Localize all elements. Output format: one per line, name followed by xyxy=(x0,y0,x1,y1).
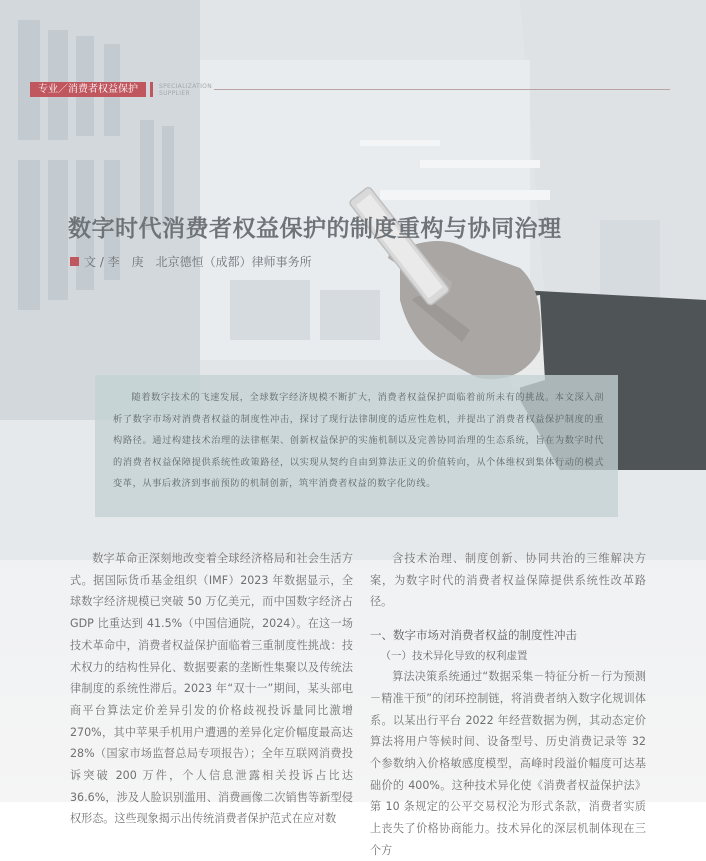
body-paragraph: 数字革命正深刻地改变着全球经济格局和社会生活方式。据国际货币基金组织（IMF）2023 年数据显示，全球数字经济规模已突破 50 万亿美元，而中国数字经济占 GDP 比重达到 41.5%（中国信通院，2024）。在这一场技术革命中，消费者权益保护面临着三重制度性挑战：技术权力的结构性异化、数据要素的垄断性集聚以及传统法律制度的系统性滞后。2023 年“双十一”期间，某头部电商平台算法定价差异引发的价格歧视投诉量同比激增 270%，其中苹果手机用户遭遇的差异化定价幅度最高达 28%（国家市场监督总局专项报告）；全年互联网消费投诉突破 200 万件，个人信息泄露相关投诉占比达 36.6%，涉及人脸识别滥用、消费画像二次销售等新型侵权形态。这些现象揭示出传统消费者保护范式在应对数 xyxy=(70,552,353,826)
section-mark xyxy=(150,82,153,97)
body-paragraph: 算法决策系统通过“数据采集－特征分析－行为预测－精准干预”的闭环控制链，将消费者纳入数字化规训体系。以某出行平台 2022 年经营数据为例，其动态定价算法将用户等候时间、设备型号、历史消费记录等 32 个参数纳入价格敏感度模型，高峰时段溢价幅度可达基础价的 400%。这种技术异化使《消费者权益保护法》第 10 条规定的公平交易权沦为形式条款，消费者实质上丧失了价格协商能力。技术异化的深层机制体现在三个方 xyxy=(370,670,646,857)
section-heading: 一、数字市场对消费者权益的制度性冲击 xyxy=(370,628,577,643)
abstract-box xyxy=(95,375,618,517)
byline-text: 文 / 李 庚 北京德恒（成都）律师事务所 xyxy=(84,255,312,269)
subsection-heading: （一）技术异化导致的权利虚置 xyxy=(380,650,528,663)
body-column-left xyxy=(70,548,353,830)
section-rule xyxy=(214,89,670,90)
section-tag xyxy=(30,82,219,97)
article-title: 数字时代消费者权益保护的制度重构与协同治理 xyxy=(68,216,562,242)
body-column-right xyxy=(370,548,646,861)
section-label: 专业／消费者权益保护 xyxy=(30,82,146,97)
section-label-en: SPECIALIZATION SUPPLIER xyxy=(159,82,212,97)
abstract-text: 随着数字技术的飞速发展，全球数字经济规模不断扩大，消费者权益保护面临着前所未有的挑战。本文深入剖析了数字市场对消费者权益的制度性冲击，探讨了现行法律制度的适应性危机，并提出了消费者权益保护制度的重构路径。通过构建技术治理的法律框架、创新权益保护的实施机制以及完善协同治理的生态系统，旨在为数字时代的消费者权益保障提供系统性政策路径，以实现从契约自由到算法正义的价值转向，从个体维权到集体行动的模式变革，从事后救济到事前预防的机制创新，筑牢消费者权益的数字化防线。 xyxy=(113,392,604,489)
body-paragraph-intro: 含技术治理、制度创新、协同共治的三维解决方案，为数字时代的消费者权益保障提供系统性改革路径。 xyxy=(370,552,646,609)
byline xyxy=(70,253,312,270)
byline-marker xyxy=(70,257,79,266)
